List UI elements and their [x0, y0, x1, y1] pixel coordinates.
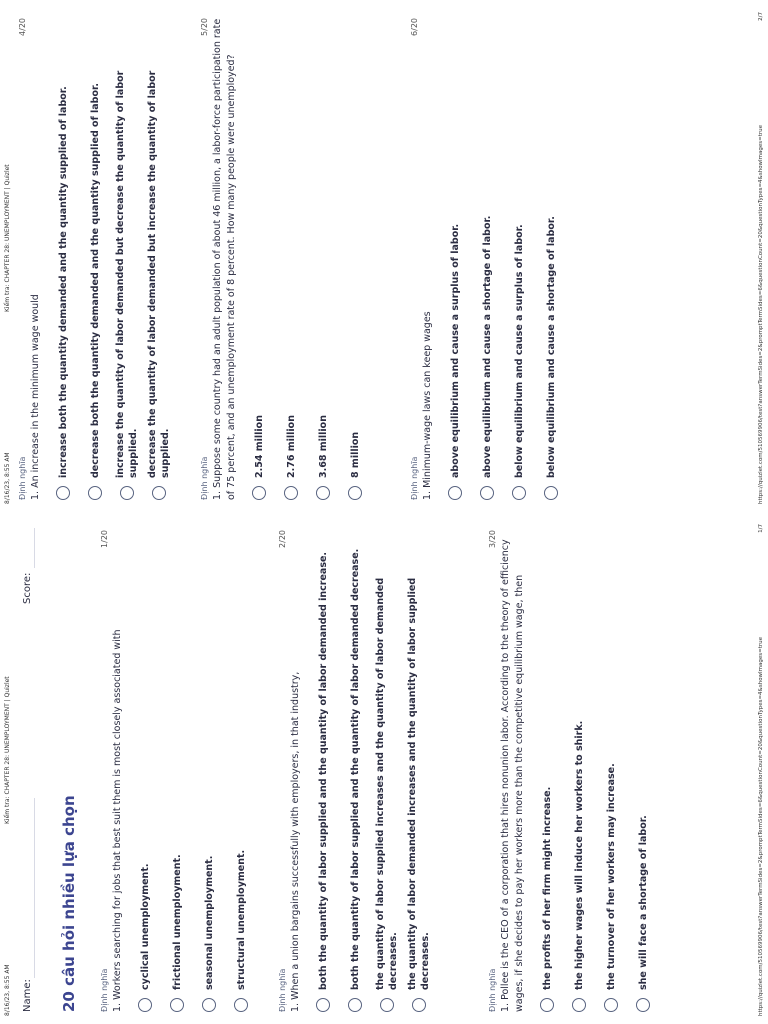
answer-text: above equilibrium and cause a surplus of labor. [449, 223, 461, 478]
question-label: Định nghĩa [488, 968, 497, 1012]
answer-text: 8 million [349, 431, 361, 478]
answer-option[interactable] [277, 18, 305, 500]
question-stem: 1. When a union bargains successfully with employers, in that industry, [290, 671, 301, 1012]
question-stem: 1. Pollee is the CEO of a corporation that hires nonunion labor. According to the theory of efficiency wages, if she decides to pay her workers more than the competitive equilibrium wage, then [500, 539, 525, 1012]
page-header-title: Kiểm tra: CHAPTER 28: UNEMPLOYMENT | Quizlet [4, 164, 11, 312]
answer-text: 2.54 million [253, 415, 265, 478]
question-label: Định nghĩa [100, 968, 109, 1012]
page-footer-number: 2/7 [758, 12, 764, 21]
answer-text: cyclical unemployment. [139, 863, 151, 990]
answer-option[interactable] [163, 530, 191, 1012]
question-number: 5/20 [200, 18, 209, 36]
question-stem: 1. Minimum-wage laws can keep wages [422, 311, 433, 500]
question-number: 6/20 [410, 18, 419, 36]
answer-option[interactable] [341, 18, 369, 500]
radio-button[interactable] [636, 998, 650, 1012]
answer-option[interactable] [473, 18, 501, 500]
answer-option[interactable] [145, 18, 173, 500]
question-number: 1/20 [100, 530, 109, 548]
question-stem: 1. Suppose some country had an adult population of about 46 million, a labor-force participation rate of 75 percent, and an unemployment rate of 8 percent. How many people were unemployed? [212, 18, 237, 500]
radio-button[interactable] [170, 998, 184, 1012]
section-title: 20 câu hỏi nhiều lựa chọn [60, 795, 78, 1012]
name-score-row [22, 530, 40, 1012]
answer-option[interactable] [505, 18, 533, 500]
answer-text: she will face a shortage of labor. [637, 815, 649, 990]
question-number: 4/20 [18, 18, 27, 36]
radio-button[interactable] [540, 998, 554, 1012]
answer-text: the higher wages will induce her workers to shirk. [573, 720, 585, 990]
answer-option[interactable] [373, 530, 401, 1012]
radio-button[interactable] [348, 486, 362, 500]
radio-button[interactable] [348, 998, 362, 1012]
radio-button[interactable] [120, 486, 134, 500]
answer-text: 3.68 million [317, 415, 329, 478]
question-6 [410, 18, 569, 500]
question-stem: 1. Workers searching for jobs that best suit them is most closely associated with [112, 629, 123, 1012]
answer-option[interactable] [341, 530, 369, 1012]
answer-text: the quantity of labor supplied increases and the quantity of labor demanded decreases. [375, 577, 399, 990]
answer-text: below equilibrium and cause a shortage of labor. [545, 216, 557, 478]
radio-button[interactable] [448, 486, 462, 500]
page-footer-number: 1/7 [758, 524, 764, 533]
radio-button[interactable] [480, 486, 494, 500]
radio-button[interactable] [202, 998, 216, 1012]
radio-button[interactable] [604, 998, 618, 1012]
answer-text: 2.76 million [285, 415, 297, 478]
radio-button[interactable] [512, 486, 526, 500]
answer-option[interactable] [131, 530, 159, 1012]
answer-text: the profits of her firm might increase. [541, 786, 553, 990]
question-4 [18, 18, 177, 500]
answer-option[interactable] [597, 530, 625, 1012]
answer-text: both the quantity of labor supplied and the quantity of labor demanded increase. [317, 551, 329, 990]
radio-button[interactable] [380, 998, 394, 1012]
answer-text: decrease the quantity of labor demanded but increase the quantity of labor supplied. [147, 70, 171, 478]
radio-button[interactable] [234, 998, 248, 1012]
answer-option[interactable] [441, 18, 469, 500]
radio-button[interactable] [412, 998, 426, 1012]
answer-option[interactable] [227, 530, 255, 1012]
radio-button[interactable] [56, 486, 70, 500]
answer-option[interactable] [113, 18, 141, 500]
score-label: Score: [22, 572, 33, 604]
question-number: 3/20 [488, 530, 497, 548]
answer-option[interactable] [195, 530, 223, 1012]
answer-option[interactable] [81, 18, 109, 500]
radio-button[interactable] [88, 486, 102, 500]
answer-option[interactable] [405, 530, 433, 1012]
radio-button[interactable] [284, 486, 298, 500]
question-label: Định nghĩa [410, 456, 419, 500]
radio-button[interactable] [252, 486, 266, 500]
question-label: Định nghĩa [200, 456, 209, 500]
answer-option[interactable] [309, 530, 337, 1012]
question-label: Định nghĩa [278, 968, 287, 1012]
answer-option[interactable] [309, 18, 337, 500]
question-2 [278, 530, 437, 1012]
answer-option[interactable] [565, 530, 593, 1012]
answer-text: both the quantity of labor supplied and the quantity of labor demanded decrease. [349, 548, 361, 990]
answer-option[interactable] [245, 18, 273, 500]
answer-text: structural unemployment. [235, 849, 247, 990]
question-number: 2/20 [278, 530, 287, 548]
answer-text: decrease both the quantity demanded and the quantity supplied of labor. [89, 83, 101, 478]
answer-text: below equilibrium and cause a surplus of labor. [513, 224, 525, 478]
question-3 [488, 530, 661, 1012]
radio-button[interactable] [544, 486, 558, 500]
page-footer-url: https://quizlet.com/510569906/test?answerTermSides=2&promptTermSides=6&questionCount=20&questionTypes=4&showImages=true [758, 636, 764, 1016]
question-5 [200, 18, 373, 500]
answer-option[interactable] [629, 530, 657, 1012]
name-field[interactable] [34, 798, 35, 978]
page-header-date: 8/16/23, 8:55 AM [4, 964, 11, 1016]
page-header-date: 8/16/23, 8:55 AM [4, 452, 11, 504]
radio-button[interactable] [316, 998, 330, 1012]
question-label: Định nghĩa [18, 456, 27, 500]
page-header-title: Kiểm tra: CHAPTER 28: UNEMPLOYMENT | Quizlet [4, 676, 11, 824]
page-footer-url: https://quizlet.com/510569906/test?answerTermSides=2&promptTermSides=6&questionCount=20&questionTypes=4&showImages=true [758, 124, 764, 504]
name-label: Name: [22, 979, 33, 1012]
question-1 [100, 530, 259, 1012]
answer-text: above equilibrium and cause a shortage of labor. [481, 215, 493, 478]
radio-button[interactable] [316, 486, 330, 500]
answer-text: the quantity of labor demanded increases and the quantity of labor supplied decreases. [407, 577, 431, 990]
answer-text: seasonal unemployment. [203, 855, 215, 990]
radio-button[interactable] [572, 998, 586, 1012]
answer-option[interactable] [49, 18, 77, 500]
question-stem: 1. An increase in the minimum wage would [30, 294, 41, 500]
radio-button[interactable] [152, 486, 166, 500]
answer-text: the turnover of her workers may increase. [605, 763, 617, 990]
answer-text: increase both the quantity demanded and the quantity supplied of labor. [57, 86, 69, 478]
answer-text: increase the quantity of labor demanded but decrease the quantity of labor supplied. [115, 70, 139, 478]
radio-button[interactable] [138, 998, 152, 1012]
answer-text: frictional unemployment. [171, 854, 183, 990]
answer-option[interactable] [533, 530, 561, 1012]
document-page-1 [0, 512, 768, 1024]
answer-option[interactable] [537, 18, 565, 500]
score-field[interactable] [34, 528, 35, 568]
